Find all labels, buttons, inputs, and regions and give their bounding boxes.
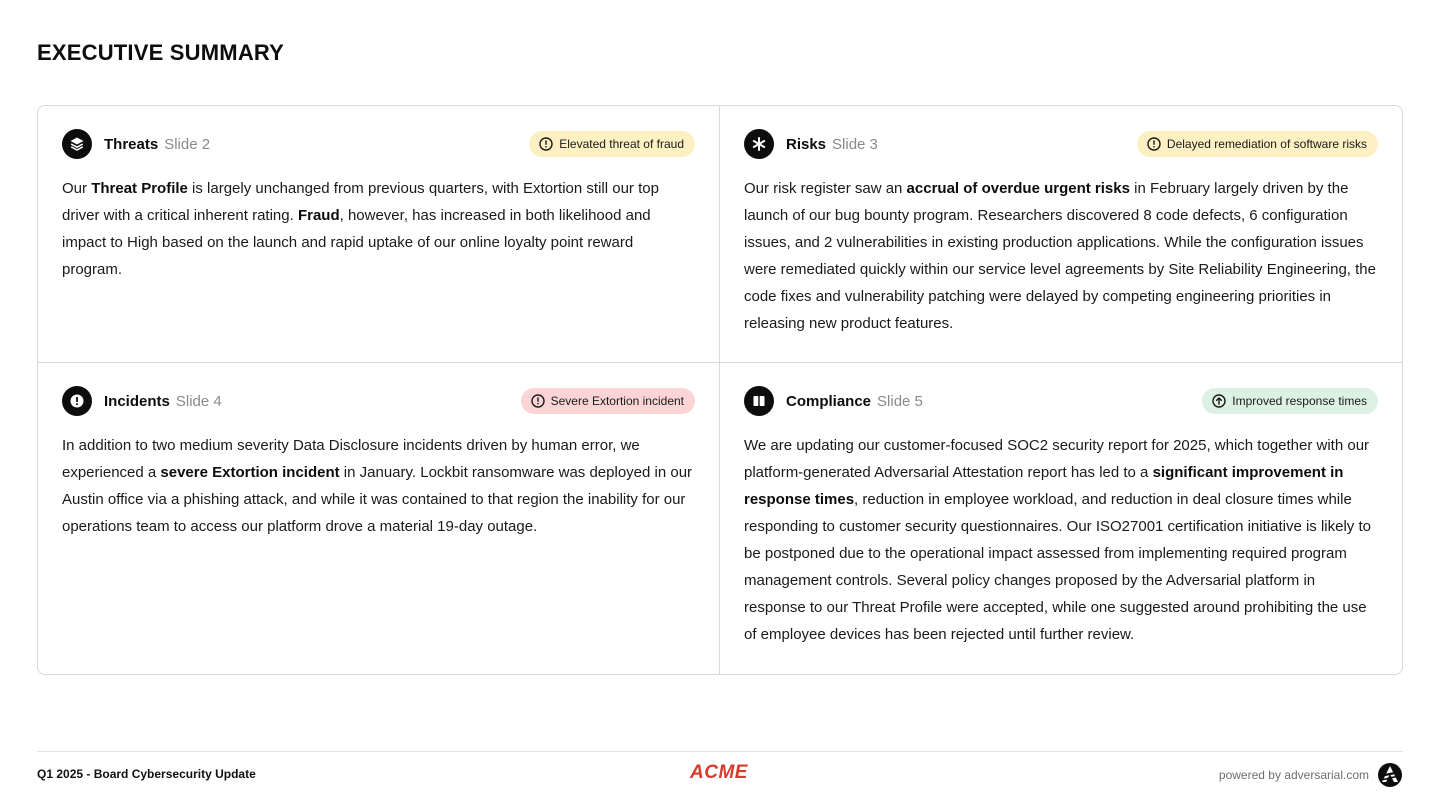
slide-link[interactable]: Slide 2 [164,135,211,153]
status-pill [529,131,695,157]
card-header [744,386,1378,416]
status-pill [521,388,695,414]
card-body [62,432,695,540]
pill-label: Improved response times [1232,394,1367,408]
layers-icon [62,129,92,159]
card-header [744,129,1378,159]
exclamation-icon [62,386,92,416]
body-text: Our [62,180,92,197]
card-title: Incidents [104,392,170,410]
body-text: , however, has increased in both likelihood and impact to High based on the launch and rapid uptake of our online loyalty point reward program. [62,207,651,278]
card-title: Compliance [786,392,872,410]
emphasis-text: Threat Profile [91,180,188,197]
status-pill [1202,388,1378,414]
card-title: Risks [786,135,827,153]
footer-deck-title: Q1 2025 - Board Cybersecurity Update [37,767,256,781]
pill-label: Elevated threat of fraud [559,137,684,151]
body-text: in January. Lockbit ransomware was deployed in our Austin office via a phishing attack, and while it was contained to that region the inability for our operations team to access our platform drove a material 19-day outage. [62,464,693,535]
book-icon [744,386,774,416]
slide-link[interactable]: Slide 5 [877,392,923,410]
summary-grid [37,105,1403,675]
body-text: We are updating our customer-focused SOC2 security report for 2025, which together with our platform-generated Adversarial Attestation report has led to a [744,437,1370,481]
footer-divider [37,751,1403,752]
card-incidents [38,363,720,674]
adversarial-logo-icon [1377,762,1403,788]
status-pill [1137,131,1378,157]
emphasis-text: significant improvement in response times [744,464,1344,508]
slide-link[interactable]: Slide 3 [832,135,878,153]
emphasis-text: accrual of overdue urgent risks [906,180,1130,197]
emphasis-text: severe Extortion incident [160,464,340,481]
emphasis-text: Fraud [297,207,340,224]
card-risks [720,106,1402,363]
acme-logo: ACME [690,762,748,783]
alert-circle-icon [531,394,545,408]
card-compliance [720,363,1402,674]
pill-label: Severe Extortion incident [550,394,684,408]
page-title: EXECUTIVE SUMMARY [37,40,285,65]
card-body [62,175,695,283]
arrow-up-circle-icon [1212,394,1226,408]
card-body [744,432,1378,648]
body-text: , reduction in employee workload, and reduction in deal closure times while responding to customer security questionnaires. Our ISO27001 certification initiative is likely to be postponed due to the operational impact assessed from implementing required program management controls. Several policy changes proposed by the Adversarial platform in response to our Threat Profile were accepted, while one suggested around prohibiting the use of employee devices has been rejected until further review. [744,491,1371,643]
slide-link[interactable]: Slide 4 [175,392,222,410]
card-threats [38,106,720,363]
body-text: In addition to two medium severity Data Disclosure incidents driven by human error, we experienced a [62,437,640,481]
footer-branding [1219,762,1403,788]
card-header [62,129,695,159]
card-body [744,175,1378,337]
alert-circle-icon [1147,137,1161,151]
asterisk-icon [744,129,774,159]
card-title: Threats [104,135,159,153]
alert-circle-icon [539,137,553,151]
body-text: in February largely driven by the launch of our bug bounty program. Researchers discovered 8 code defects, 6 configuration issues, and 2 vulnerabilities in existing production applications. While the configuration issues were remediated quickly within our service level agreements by Site Reliability Engineering, the code fixes and vulnerability patching were delayed by competing engineering priorities in releasing new product features. [744,180,1376,332]
body-text: Our risk register saw an [744,180,907,197]
pill-label: Delayed remediation of software risks [1166,137,1367,151]
body-text: is largely unchanged from previous quarters, with Extortion still our top driver with a critical inherent rating. [62,180,659,224]
card-header [62,386,695,416]
powered-by-link[interactable]: powered by adversarial.com [1218,768,1369,782]
